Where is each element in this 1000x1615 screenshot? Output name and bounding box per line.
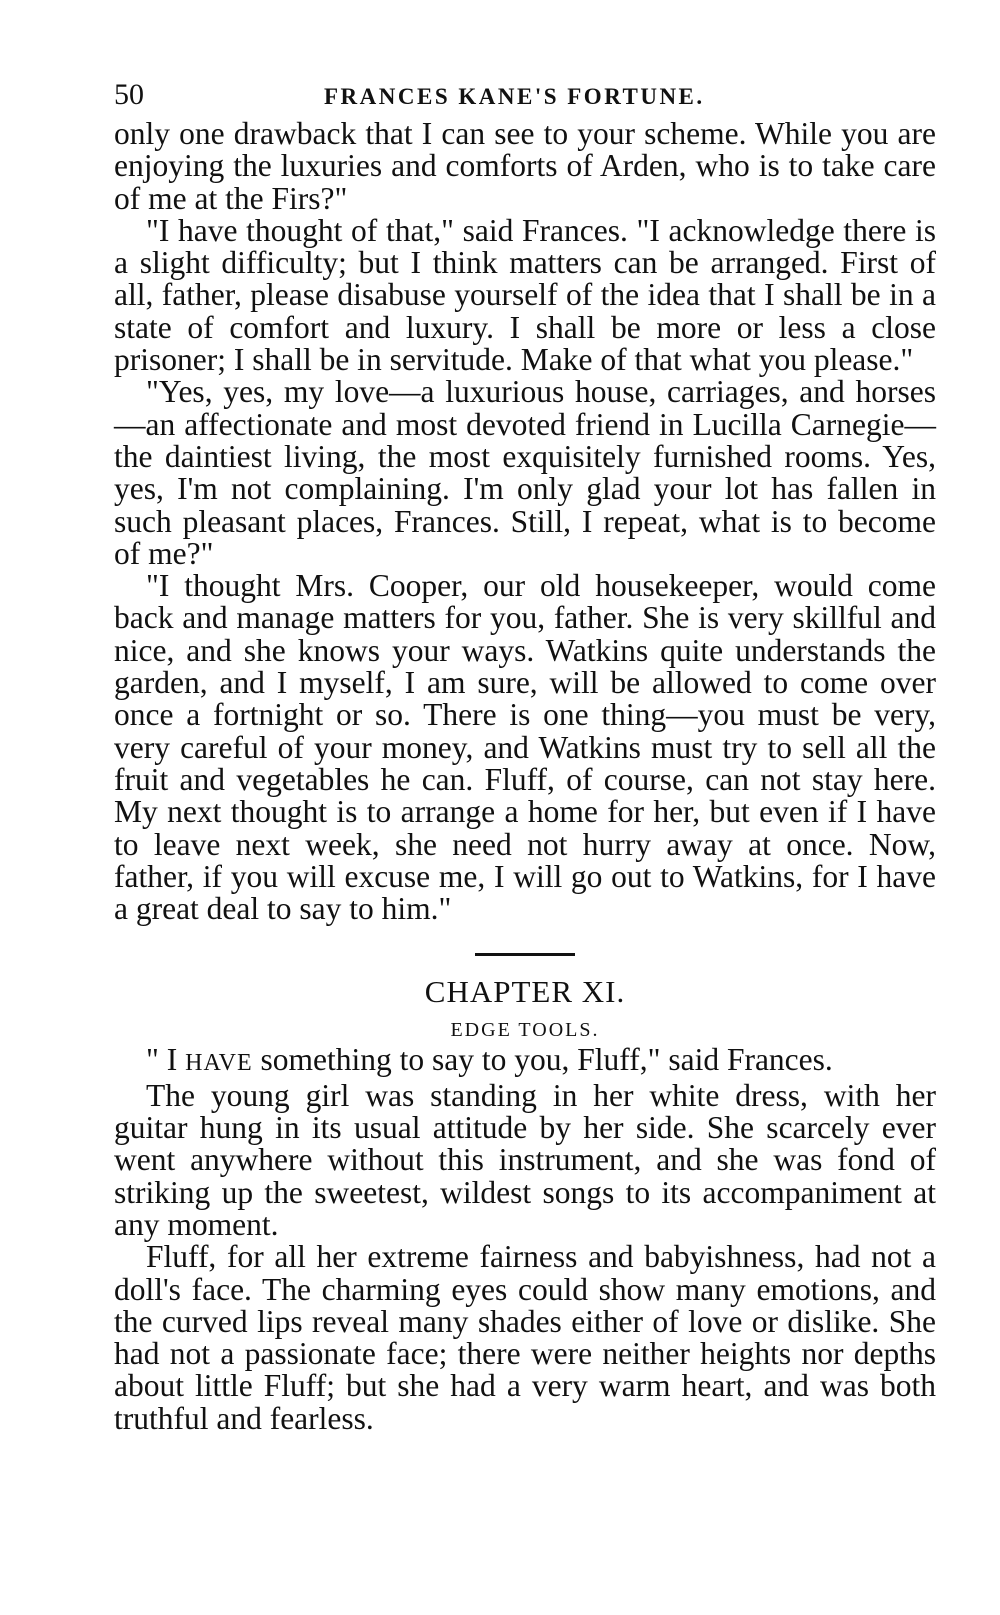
body-text <box>114 118 936 925</box>
paragraph: "Yes, yes, my love—a luxurious house, carriages, and horses—an affectionate and most devoted friend in Lucilla Carnegie—the daintiest living, the most exquisitely furnished rooms. Yes, yes, I'm not complaining. I'm only glad your lot has fallen in such pleasant places, Frances. Still, I repeat, what is to become of me?" <box>114 374 936 571</box>
smallcaps-word: HAVE <box>185 1050 253 1077</box>
paragraph <box>114 1044 936 1079</box>
paragraph: "I have thought of that," said Frances. "I acknowledge there is a slight difficulty; but I think matters can be arranged. First of all, father, please disabuse yourself of the idea that I shall be in a state of comfort and luxury. I shall be more or less a close prisoner; I shall be in servitude. Make of that what you please." <box>114 212 936 378</box>
paragraph: Fluff, for all her extreme fairness and babyishness, had not a doll's face. The charming eyes could show many emotions, and the curved lips reveal many shades either of love or dislike. She had not a passionate face; there were neither heights nor depths about little Fluff; but she had a very warm heart, and was both truthful and fearless. <box>114 1239 936 1436</box>
chapter-title: CHAPTER XI. <box>424 974 626 1010</box>
paragraph-open: " I <box>146 1042 186 1078</box>
chapter-subtitle: EDGE TOOLS. <box>450 1019 600 1042</box>
paragraph: "I thought Mrs. Cooper, our old housekeeper, would come back and manage matters for you, father. She is very skillful and nice, and she knows your ways. Watkins quite understands the garden, and I myself, I am sure, will be allowed to come over once a fortnight or so. There is one thing—you must be very, very careful of your money, and Watkins must try to sell all the fruit and vegetables he can. Fluff, of course, can not stay here. My next thought is to arrange a home for her, but even if I have to leave next week, she need not hurry away at once. Now, father, if you will excuse me, I will go out to Watkins, for I have a great deal to say to him." <box>114 568 936 927</box>
paragraph: only one drawback that I can see to your scheme. While you are enjoying the luxuries and comforts of Arden, who is to take care of me at the Firs?" <box>114 116 936 216</box>
chapter-text <box>114 1044 936 1435</box>
book-page <box>114 78 936 1435</box>
page-number: 50 <box>114 78 144 111</box>
running-title: FRANCES KANE'S FORTUNE. <box>324 84 705 109</box>
section-divider <box>475 953 575 956</box>
running-head <box>114 78 936 118</box>
paragraph-rest: something to say to you, Fluff," said Frances. <box>252 1042 833 1078</box>
paragraph: The young girl was standing in her white dress, with her guitar hung in its usual attitude by her side. She scarcely ever went anywhere without this instrument, and she was fond of striking up the sweetest, wildest songs to its accompaniment at any moment. <box>114 1077 936 1242</box>
